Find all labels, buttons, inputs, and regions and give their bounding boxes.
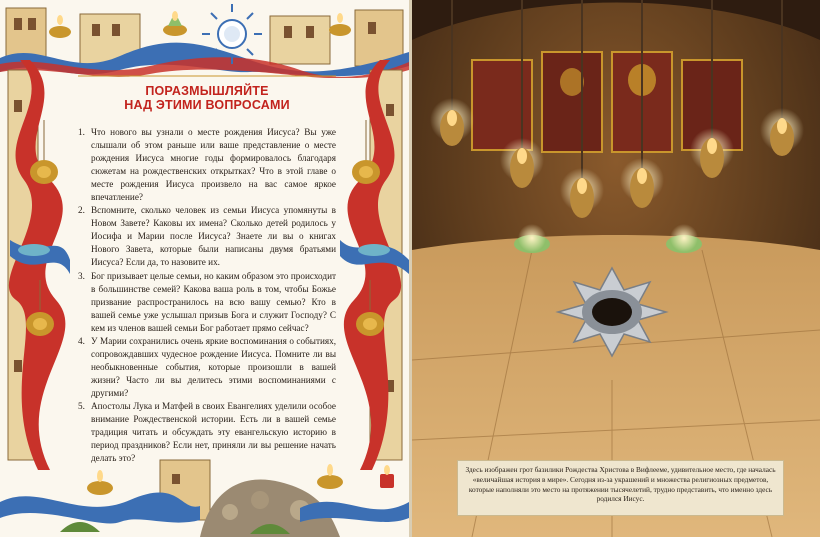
oil-lamp-icon: [87, 470, 113, 495]
question-number: 5.: [78, 400, 85, 411]
question-text: Апостолы Лука и Матфей в своих Евангелиях уделили особое внимание Рождественской истории. Есть ли в вашей семье традиция читать и обсуждать эту евангельскую историю в период праздников? Если нет, приняли ли вы решение начать делать это?: [91, 400, 336, 464]
question-item: [78, 400, 336, 465]
question-text: У Марии сохранились очень яркие воспоминания о событиях, сопровождавших чудесное рождение Иисуса. Помните ли вы необыкновенные события, которые произошли в вашей жизни? Часто ли вы делитесь этими воспоминаниями с другими?: [91, 335, 336, 398]
question-item: [78, 204, 336, 269]
left-decorative-border: [0, 60, 72, 470]
right-page: [412, 0, 820, 537]
question-item: [78, 335, 336, 400]
reflection-questions-panel: [78, 78, 336, 464]
question-number: 4.: [78, 335, 85, 346]
questions-list: [78, 126, 336, 465]
question-text: Что нового вы узнали о месте рождения Иисуса? Вы уже слышали об этом раньше или ваше представление о месте рождения Иисуса многие годы формировалось благодаря сюжетам на рождественских открытках? Что в этой главе о месте рождения Иисуса произвело на вас самое яркое впечатление?: [91, 127, 336, 203]
heading-line-1: ПОРАЗМЫШЛЯЙТЕ: [145, 84, 269, 98]
caption-text: Здесь изображен грот базилики Рождества Христова в Вифлееме, удивительное место, где началась «величайшая история в мире». Сегодня из-за украшений и множества религиозных предметов, которые наполняли это место на протяжении тысячелетий, трудно представить, что именно здесь родился Иисус.: [465, 465, 776, 504]
question-item: [78, 270, 336, 335]
question-number: 3.: [78, 270, 85, 281]
heading-line-2: НАД ЭТИМИ ВОПРОСАМИ: [124, 98, 290, 112]
question-text: Бог призывает целые семьи, но каким образом это происходит в большинстве семей? Какова ваша роль в том, чтобы Божье призвание распространилось на всю вашу семью? Кто в вашей семье уже услышал призыв Бога и служит Господу? С кем из членов вашей семьи Бог работает прямо сейчас?: [91, 270, 336, 333]
left-page: [0, 0, 409, 537]
question-text: Вспомните, сколько человек из семьи Иисуса упомянуты в Новом Завете? Каковы их имена? Сколько детей родилось у Иосифа и Марии после Иисуса? Знаете ли вы о книгах Нового Завета, которые были написаны двумя братьями Иисуса? Если да, то назовите их.: [91, 205, 336, 268]
right-decorative-border: [340, 60, 409, 470]
question-number: 2.: [78, 205, 85, 216]
oil-lamp-icon: [317, 464, 343, 489]
grotto-illustration: [412, 0, 820, 537]
page-heading: [78, 84, 336, 112]
candle-icon: [380, 465, 394, 488]
question-item: [78, 126, 336, 204]
question-number: 1.: [78, 127, 85, 137]
illustration-caption: [457, 460, 784, 516]
